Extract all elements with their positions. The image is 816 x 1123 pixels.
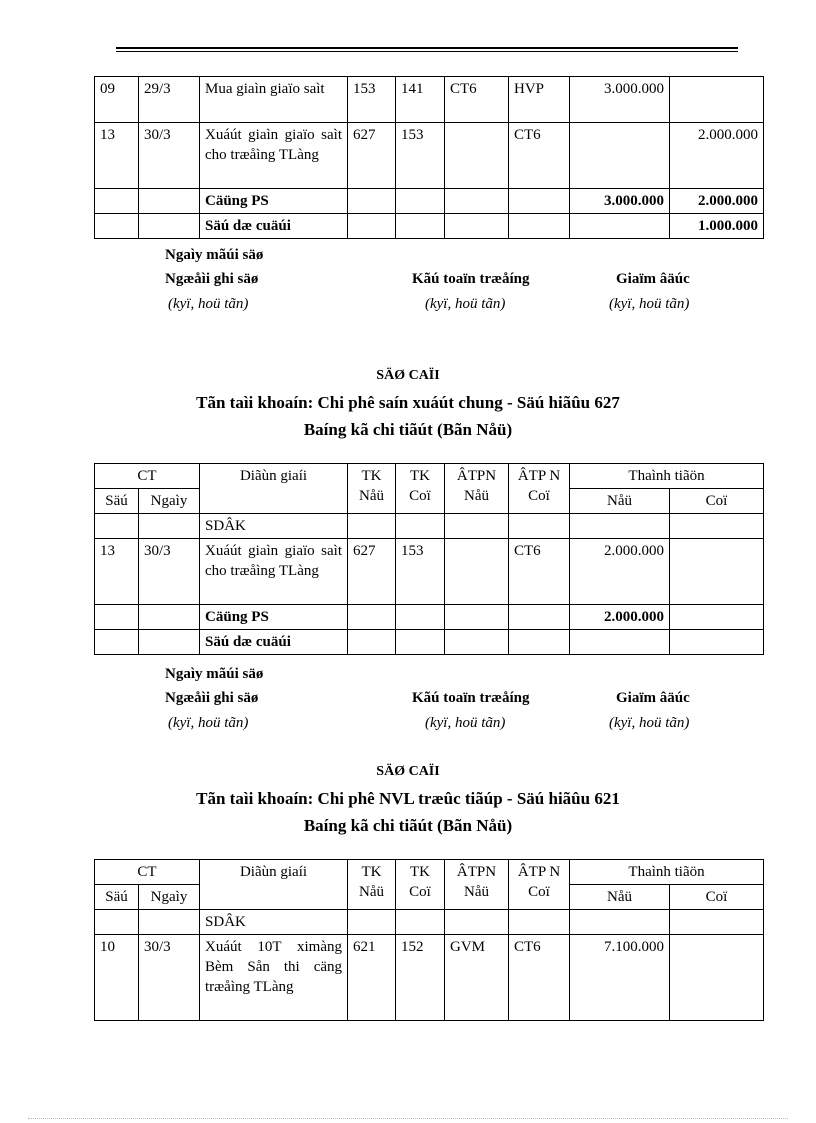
cell-dien-giai: Xuáút giaìn giaïo saìt cho træåìng TLàng: [200, 539, 348, 605]
header-tk-no: TK Nåü: [348, 464, 396, 514]
cell-ngay: 30/3: [139, 539, 200, 605]
ending-balance-co: 1.000.000: [670, 214, 764, 239]
header-row: [95, 464, 764, 489]
cell-dtpn-co: CT6: [509, 539, 570, 605]
total-row: [95, 605, 764, 630]
cell-dtpn-no: CT6: [445, 77, 509, 123]
cell-dien-giai: Xuáút 10T ximàng Bèm Sån thi cäng træåìng TLàng: [200, 935, 348, 1021]
total-co: 2.000.000: [670, 189, 764, 214]
cell-ngay: 30/3: [139, 935, 200, 1021]
cell-tk-co: 153: [396, 539, 445, 605]
header-dtpn-co: ÂTP N Coï: [509, 464, 570, 514]
opening-balance-label: SDÂK: [200, 910, 348, 935]
opening-balance-row: [95, 910, 764, 935]
date-label: Ngaìy mãúi säø: [165, 666, 264, 682]
ending-balance-label: Säú dæ cuäúi: [200, 630, 348, 655]
header-row: [95, 860, 764, 885]
writer-label: Ngæåìi ghi säø: [165, 690, 259, 706]
detail-subtitle: Baíng kã chi tiãút (Bãn Nåü): [303, 420, 513, 439]
header-dtpn-no: ÂTPN Nåü: [445, 464, 509, 514]
cell-ngay: 29/3: [139, 77, 200, 123]
ending-balance-no: [570, 214, 670, 239]
account-name: Tãn taìi khoaín: Chi phê saín xuáút chung - Säú hiãûu 627: [196, 393, 620, 412]
header-ngay: Ngaìy: [139, 489, 200, 514]
header-rule-thin: [116, 51, 738, 52]
cell-dtpn-co: CT6: [509, 935, 570, 1021]
date-label: Ngaìy mãúi säø: [165, 247, 264, 263]
total-co: [670, 605, 764, 630]
cell-co: [670, 935, 764, 1021]
director-sign-note: (kyï, hoü tãn): [609, 296, 690, 312]
total-row: [95, 189, 764, 214]
director-label: Giaïm âäúc: [616, 690, 690, 706]
cell-tk-co: 152: [396, 935, 445, 1021]
header-co: Coï: [670, 489, 764, 514]
ledger-table-627: [94, 463, 764, 655]
writer-sign-note: (kyï, hoü tãn): [168, 296, 249, 312]
header-ngay: Ngaìy: [139, 885, 200, 910]
cell-dien-giai: Xuáút giaìn giaïo saìt cho træåìng TLàng: [200, 123, 348, 189]
writer-sign-note: (kyï, hoü tãn): [168, 715, 249, 731]
opening-balance-label: SDÂK: [200, 514, 348, 539]
cell-dtpn-no: [445, 539, 509, 605]
writer-label: Ngæåìi ghi säø: [165, 271, 259, 287]
accountant-sign-note: (kyï, hoü tãn): [425, 296, 506, 312]
header-tk-co: TK Coï: [396, 464, 445, 514]
total-no: 2.000.000: [570, 605, 670, 630]
header-dien-giai: Diãùn giaíi: [200, 860, 348, 910]
cell-co: [670, 77, 764, 123]
cell-dtpn-co: CT6: [509, 123, 570, 189]
ledger-table-continued: [94, 76, 764, 239]
cell-tk-co: 153: [396, 123, 445, 189]
header-rule-thick: [116, 47, 738, 49]
cell-tk-co: 141: [396, 77, 445, 123]
header-tk-no: TK Nåü: [348, 860, 396, 910]
table-row: [95, 77, 764, 123]
cell-tk-no: 153: [348, 77, 396, 123]
header-tk-co: TK Coï: [396, 860, 445, 910]
header-no: Nåü: [570, 885, 670, 910]
opening-balance-row: [95, 514, 764, 539]
table-row: [95, 539, 764, 605]
ledger-table-621: [94, 859, 764, 1021]
cell-no: [570, 123, 670, 189]
header-so: Säú: [95, 885, 139, 910]
total-label: Cäüng PS: [200, 189, 348, 214]
cell-so: 09: [95, 77, 139, 123]
table-row: [95, 935, 764, 1021]
cell-tk-no: 627: [348, 539, 396, 605]
accountant-label: Kãú toaïn træåíng: [412, 690, 530, 706]
total-no: 3.000.000: [570, 189, 670, 214]
header-thanh-tien: Thaình tiãön: [570, 464, 764, 489]
accountant-label: Kãú toaïn træåíng: [412, 271, 530, 287]
accountant-sign-note: (kyï, hoü tãn): [425, 715, 506, 731]
total-label: Cäüng PS: [200, 605, 348, 630]
ending-balance-row: [95, 630, 764, 655]
cell-so: 13: [95, 539, 139, 605]
cell-dtpn-no: GVM: [445, 935, 509, 1021]
page-bottom-rule: [28, 1118, 788, 1119]
header-no: Nåü: [570, 489, 670, 514]
cell-so: 10: [95, 935, 139, 1021]
director-sign-note: (kyï, hoü tãn): [609, 715, 690, 731]
header-dtpn-no: ÂTPN Nåü: [445, 860, 509, 910]
cell-no: 2.000.000: [570, 539, 670, 605]
header-thanh-tien: Thaình tiãön: [570, 860, 764, 885]
cell-co: [670, 539, 764, 605]
cell-tk-no: 627: [348, 123, 396, 189]
header-dien-giai: Diãùn giaíi: [200, 464, 348, 514]
header-ct: CT: [95, 860, 200, 885]
cell-no: 3.000.000: [570, 77, 670, 123]
cell-dien-giai: Mua giaìn giaïo saìt: [200, 77, 348, 123]
cell-no: 7.100.000: [570, 935, 670, 1021]
cell-dtpn-co: HVP: [509, 77, 570, 123]
ending-balance-label: Säú dæ cuäúi: [200, 214, 348, 239]
cell-so: 13: [95, 123, 139, 189]
cell-dtpn-no: [445, 123, 509, 189]
account-name: Tãn taìi khoaín: Chi phê NVL træûc tiãúp - Säú hiãûu 621: [196, 789, 620, 808]
header-dtpn-co: ÂTP N Coï: [509, 860, 570, 910]
director-label: Giaïm âäúc: [616, 271, 690, 287]
header-ct: CT: [95, 464, 200, 489]
cell-co: 2.000.000: [670, 123, 764, 189]
cell-ngay: 30/3: [139, 123, 200, 189]
header-so: Säú: [95, 489, 139, 514]
table-row: [95, 123, 764, 189]
section-title: SÄØ CAÏI: [376, 368, 440, 383]
detail-subtitle: Baíng kã chi tiãút (Bãn Nåü): [303, 816, 513, 835]
section-title: SÄØ CAÏI: [376, 764, 440, 779]
header-co: Coï: [670, 885, 764, 910]
ending-balance-row: [95, 214, 764, 239]
cell-tk-no: 621: [348, 935, 396, 1021]
